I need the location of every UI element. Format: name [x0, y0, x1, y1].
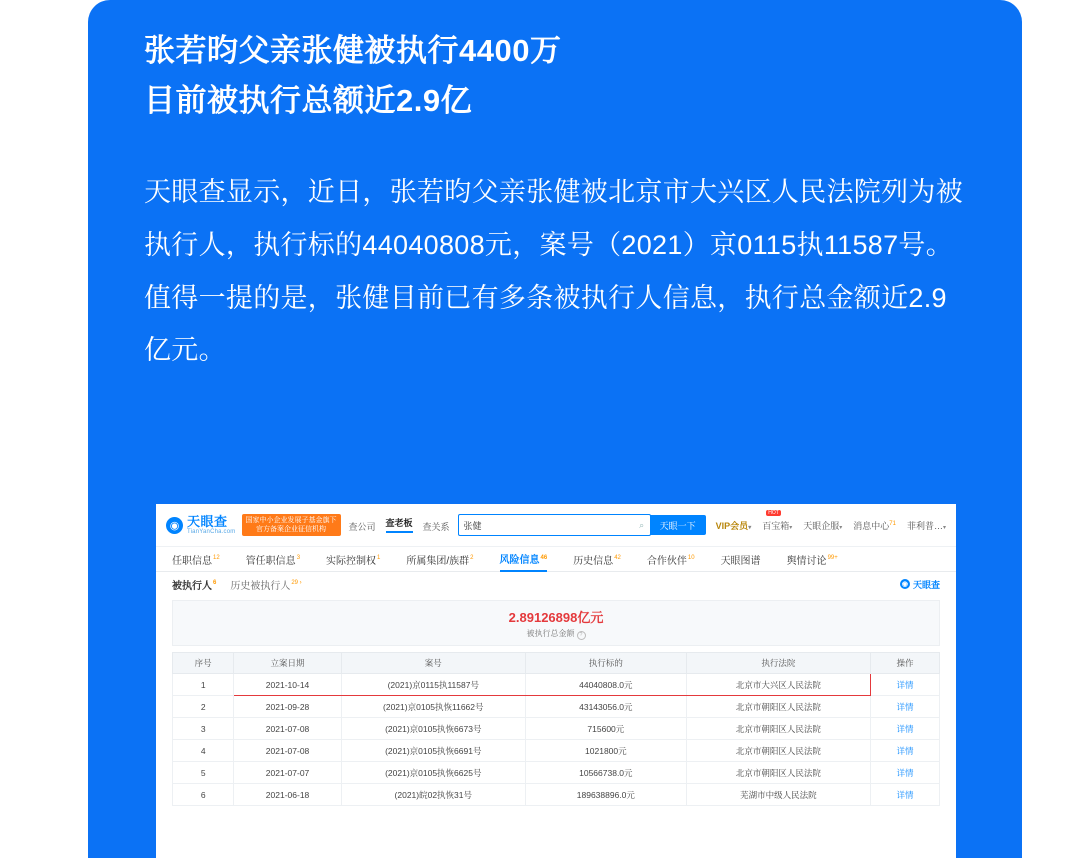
detail-link[interactable]: 详情: [870, 784, 939, 806]
cell-filing-date: 2021-06-18: [234, 784, 341, 806]
table-row: [173, 696, 940, 718]
cell-case-number: (2021)京0105执恢6625号: [341, 762, 525, 784]
cell-case-number: (2021)皖02执恢31号: [341, 784, 525, 806]
search-scope-tabs[interactable]: [349, 516, 450, 535]
search-box[interactable]: [458, 514, 651, 536]
nav-item-actual-control[interactable]: 实际控制权$^1$: [326, 555, 381, 567]
watermark-label: 天眼查: [912, 579, 940, 590]
cell-index: 5: [173, 762, 234, 784]
nav-item-partners[interactable]: 合作伙伴$^{10}$: [646, 555, 695, 567]
cell-execution-target: 715600元: [525, 718, 686, 740]
table-header-row: [173, 653, 940, 674]
nav-toolbox[interactable]: HOT 百宝箱▾: [762, 509, 793, 531]
hot-badge: HOT: [768, 509, 779, 516]
logo-text-cn: 天眼查: [187, 514, 228, 530]
subsection-bar: [156, 572, 956, 596]
subtab-executed-person[interactable]: 被执行人$^6$: [172, 580, 217, 592]
nav-item-opinions[interactable]: 舆情讨论$^{99+}$: [786, 555, 838, 567]
cell-index: 2: [173, 696, 234, 718]
article-card: [88, 0, 1022, 858]
eye-icon: ◉: [901, 581, 909, 588]
cell-court: 北京市朝阳区人民法院: [686, 696, 870, 718]
detail-link[interactable]: 详情: [870, 718, 939, 740]
nav-enterprise-service[interactable]: 天眼企服▾: [803, 520, 843, 531]
chevron-down-icon: ▾: [839, 524, 843, 531]
search-input[interactable]: [459, 516, 634, 534]
cell-execution-target: 10566738.0元: [525, 762, 686, 784]
detail-link[interactable]: 详情: [870, 740, 939, 762]
eye-icon: ◉: [166, 517, 183, 534]
tab-search-relation[interactable]: 查关系: [422, 521, 450, 532]
cell-filing-date: 2021-07-07: [234, 762, 341, 784]
cell-index: 3: [173, 718, 234, 740]
article-body: 天眼查显示，近日，张若昀父亲张健被北京市大兴区人民法院列为被执行人，执行标的44040808元，案号（2021）京0115执11587号。值得一提的是，张健目前已有多条被执行人信息，执行总金额近2.9亿元。: [144, 177, 963, 366]
headline-line-2: 目前被执行总额近2.9亿: [144, 83, 473, 119]
nav-item-position-info[interactable]: 任职信息$^{12}$: [172, 555, 220, 567]
executed-records-table: [172, 652, 940, 806]
cell-case-number: (2021)京0105执恢11662号: [341, 696, 525, 718]
nav-message-center[interactable]: 消息中心$^{71}$: [853, 520, 896, 531]
detail-link[interactable]: 详情: [870, 674, 939, 696]
nav-user-account[interactable]: 菲利普…▾: [906, 520, 946, 531]
cell-index: 4: [173, 740, 234, 762]
detail-link[interactable]: 详情: [870, 762, 939, 784]
cell-filing-date: 2021-07-08: [234, 740, 341, 762]
col-court: 执行法院: [686, 653, 870, 674]
chevron-down-icon: ▾: [942, 524, 946, 531]
col-action: 操作: [870, 653, 939, 674]
nav-item-group-cluster[interactable]: 所属集团/族群$^2$: [406, 555, 474, 567]
detail-link[interactable]: 详情: [870, 696, 939, 718]
cell-court: 北京市大兴区人民法院: [686, 674, 870, 696]
tianyancha-logo[interactable]: [166, 515, 236, 535]
cell-case-number: (2021)京0105执恢6691号: [341, 740, 525, 762]
cell-filing-date: 2021-10-14: [234, 674, 341, 696]
cell-court: 北京市朝阳区人民法院: [686, 762, 870, 784]
headline-line-1: 张若昀父亲张健被执行4400万: [144, 33, 562, 68]
cell-index: 1: [173, 674, 234, 696]
nav-vip[interactable]: VIP会员▾: [715, 520, 752, 531]
help-icon[interactable]: ?: [577, 631, 586, 640]
nav-item-history-info[interactable]: 历史信息$^{42}$: [573, 555, 621, 567]
badge-line-2: 官方备案企业征信机构: [256, 526, 326, 533]
header-nav: [715, 509, 946, 532]
col-filing-date: 立案日期: [234, 653, 341, 674]
table-row: [173, 740, 940, 762]
table-row: [173, 674, 940, 696]
cell-court: 北京市朝阳区人民法院: [686, 740, 870, 762]
credit-agency-badge: [242, 514, 341, 537]
tab-search-company[interactable]: 查公司: [348, 521, 376, 532]
chevron-down-icon: ▾: [748, 524, 752, 531]
cell-index: 6: [173, 784, 234, 806]
total-amount-label: 被执行总金额 ?: [527, 628, 586, 640]
badge-line-1: 国家中小企业发展子基金旗下: [245, 516, 337, 524]
cell-court: 芜湖市中级人民法院: [686, 784, 870, 806]
cell-case-number: (2021)京0105执恢6673号: [341, 718, 525, 740]
table-row: [173, 784, 940, 806]
embedded-screenshot: [156, 504, 956, 858]
cell-execution-target: 1021800元: [525, 740, 686, 762]
nav-item-graph[interactable]: 天眼图谱: [720, 555, 761, 567]
cell-execution-target: 43143056.0元: [525, 696, 686, 718]
cell-execution-target: 44040808.0元: [525, 674, 686, 696]
cell-filing-date: 2021-09-28: [234, 696, 341, 718]
col-case-number: 案号: [341, 653, 525, 674]
col-index: 序号: [173, 653, 234, 674]
cell-filing-date: 2021-07-08: [234, 718, 341, 740]
nav-item-management-info[interactable]: 管任职信息$^3$: [245, 555, 301, 567]
logo-text-en: TianYanCha.com: [187, 528, 236, 535]
tab-search-boss[interactable]: 查老板: [386, 516, 413, 533]
cell-case-number: (2021)京0115执11587号: [341, 674, 525, 696]
total-amount-value: 2.89126898亿元: [508, 609, 604, 625]
nav-item-risk-info[interactable]: 风险信息 46: [500, 546, 548, 572]
col-execution-target: 执行标的: [525, 653, 686, 674]
watermark-brand: [900, 578, 940, 591]
page-title: [88, 0, 1022, 126]
table-row: [173, 718, 940, 740]
table-row: [173, 762, 940, 784]
cell-execution-target: 189638896.0元: [525, 784, 686, 806]
section-nav: [156, 546, 956, 572]
cell-court: 北京市朝阳区人民法院: [686, 718, 870, 740]
search-button[interactable]: 天眼一下: [650, 515, 706, 535]
site-header: [156, 504, 956, 546]
total-amount-panel: [172, 600, 940, 646]
search-icon[interactable]: ⌕: [639, 519, 645, 530]
subtab-history-executed[interactable]: 历史被执行人$^{29 ›}$: [230, 580, 302, 592]
chevron-down-icon: ▾: [789, 524, 793, 531]
